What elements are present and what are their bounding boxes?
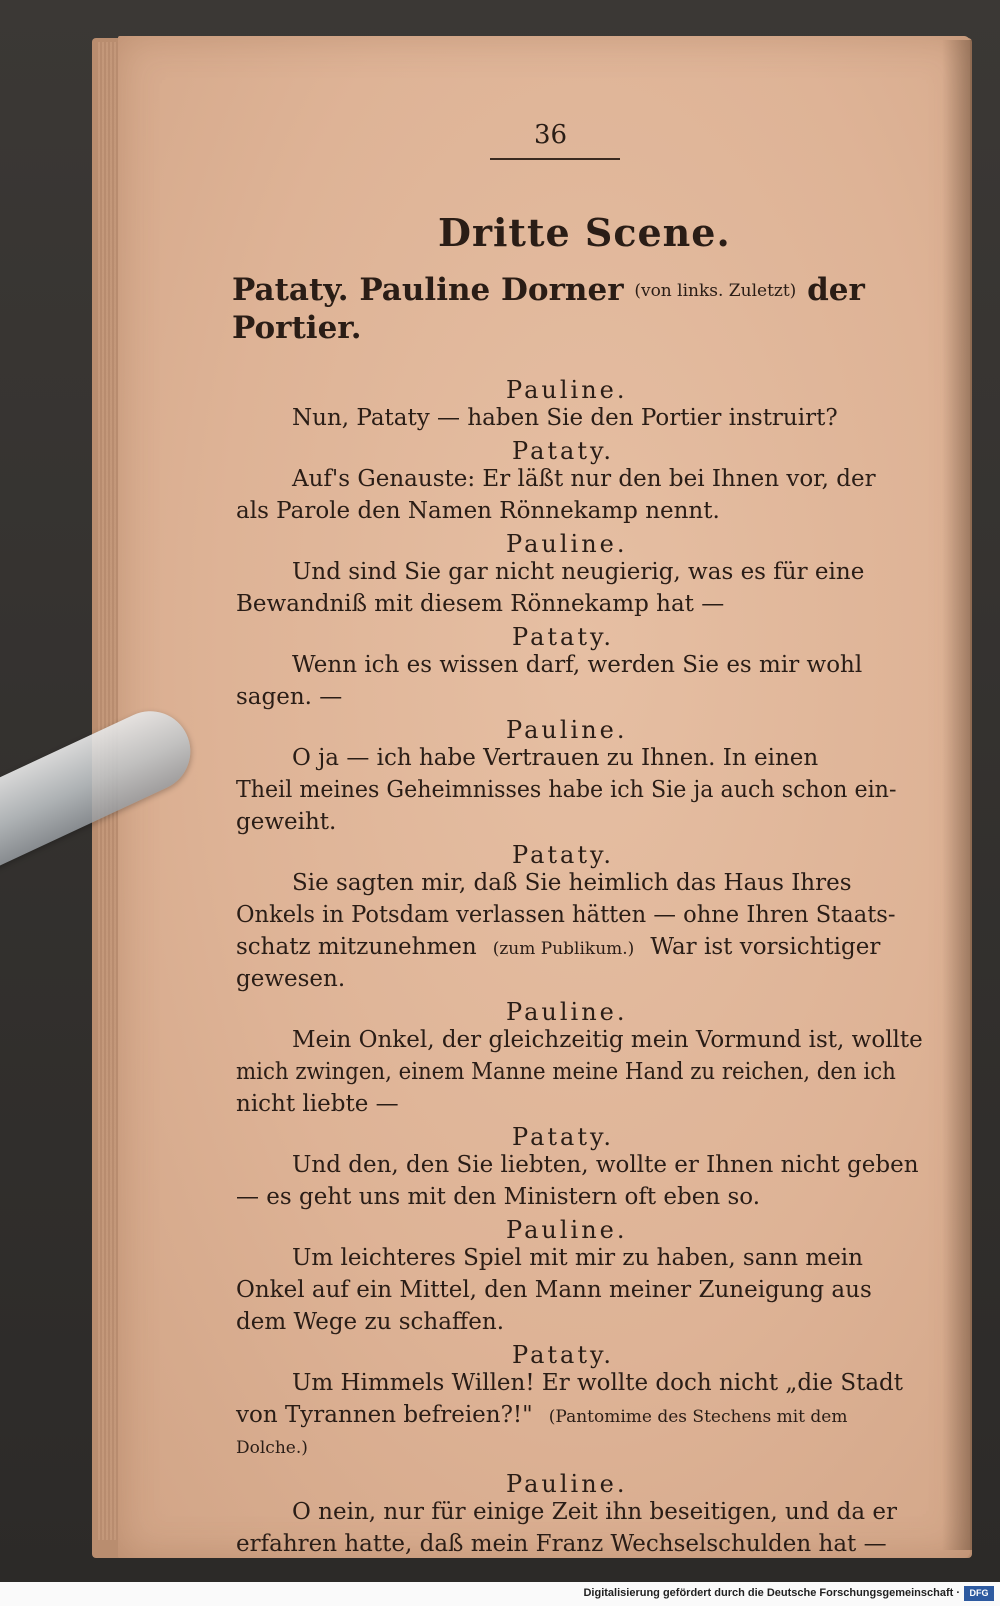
dialogue-text: Auf's Genauste: Er läßt nur den bei Ihnen vor, der xyxy=(292,466,876,492)
dialogue-line xyxy=(236,1277,872,1303)
dialogue-text: Und den, den Sie liebten, wollte er Ihnen nicht geben xyxy=(292,1152,919,1178)
dialogue-line xyxy=(236,591,724,617)
stage-direction: Dolche.) xyxy=(236,1438,308,1458)
stage-direction: (Pantomime des Stechens mit dem xyxy=(548,1407,848,1427)
dialogue-text: als Parole den Namen Rönnekamp nennt. xyxy=(236,498,720,524)
dialogue-text: O nein, nur für einige Zeit ihn beseitigen, und da er xyxy=(292,1499,898,1525)
speaker-name: Pauline. xyxy=(506,1216,628,1244)
dialogue-text: schatz mitzunehmen xyxy=(236,934,477,960)
dialogue-text: Nun, Pataty — haben Sie den Portier instruirt? xyxy=(292,405,838,431)
speaker-name: Pauline. xyxy=(506,1470,628,1498)
dialogue-text: Sie sagten mir, daß Sie heimlich das Haus Ihres xyxy=(292,870,852,896)
dialogue-line xyxy=(236,1309,504,1335)
dialogue-text-continued: War ist vorsichtiger xyxy=(650,934,881,960)
dialogue-text: sagen. — xyxy=(236,684,343,710)
dialogue-text: Um leichteres Spiel mit mir zu haben, sann mein xyxy=(292,1245,863,1271)
dialogue-line xyxy=(236,1184,760,1210)
dialogue-text: geweiht. xyxy=(236,809,337,835)
dialogue-line xyxy=(292,870,852,896)
speaker-name: Pauline. xyxy=(506,998,628,1026)
dialogue-text: Onkel auf ein Mittel, den Mann meiner Zuneigung aus xyxy=(236,1277,872,1303)
speaker-name: Pataty. xyxy=(512,1123,614,1151)
dialogue-line xyxy=(236,1059,896,1085)
dialogue-text: mich zwingen, einem Manne meine Hand zu reichen, den ich xyxy=(236,1059,896,1085)
dialogue-line xyxy=(236,809,336,835)
cast-stage-note: (von links. Zuletzt) xyxy=(634,281,797,301)
cast-list-line-2: Portier. xyxy=(232,310,362,346)
dfg-logo-icon: DFG xyxy=(964,1586,994,1601)
dialogue-line xyxy=(292,405,838,431)
dialogue-line xyxy=(292,745,818,771)
page-number-rule xyxy=(490,158,620,160)
dialogue-text: gewesen. xyxy=(236,966,346,992)
dialogue-line xyxy=(292,1152,919,1178)
page-number: 36 xyxy=(534,120,568,150)
speaker-name: Pataty. xyxy=(512,1341,614,1369)
dialogue-text: Bewandniß mit diesem Rönnekamp hat — xyxy=(236,591,725,617)
dialogue-text: Wenn ich es wissen darf, werden Sie es mir wohl xyxy=(292,652,863,678)
footer-credit: Digitalisierung gefördert durch die Deutsche Forschungsgemeinschaft · xyxy=(583,1587,960,1599)
dialogue-text: dem Wege zu schaffen. xyxy=(236,1309,505,1335)
dialogue-text: nicht liebte — xyxy=(236,1091,399,1117)
dialogue-line xyxy=(292,1499,897,1525)
speaker-name: Pauline. xyxy=(506,376,628,404)
dialogue-text: Um Himmels Willen! Er wollte doch nicht „die Stadt xyxy=(292,1370,903,1396)
dialogue-line xyxy=(236,498,720,524)
dialogue-text: Und sind Sie gar nicht neugierig, was es für eine xyxy=(292,559,865,585)
dialogue-line xyxy=(236,777,896,803)
dialogue-line xyxy=(236,1091,399,1117)
dialogue-line xyxy=(292,1027,923,1053)
scene-title: Dritte Scene. xyxy=(438,210,731,255)
dialogue-text: Theil meines Geheimnisses habe ich Sie ja auch schon ein- xyxy=(236,777,897,803)
dialogue-text: — es geht uns mit den Ministern oft eben so. xyxy=(236,1184,761,1210)
stage-direction: (zum Publikum.) xyxy=(492,939,635,959)
dialogue-line xyxy=(236,1531,887,1557)
dialogue-line xyxy=(236,1402,847,1428)
dialogue-text: O ja — ich habe Vertrauen zu Ihnen. In einen xyxy=(292,745,819,771)
dialogue-line xyxy=(236,684,342,710)
cast-list-line-1 xyxy=(232,272,865,308)
dialogue-line xyxy=(292,559,864,585)
speaker-name: Pauline. xyxy=(506,716,628,744)
dialogue-text: erfahren hatte, daß mein Franz Wechselschulden hat — xyxy=(236,1531,887,1557)
digitization-footer xyxy=(0,1582,1000,1606)
dialogue-line xyxy=(236,966,345,992)
cast-names: Pataty. Pauline Dorner xyxy=(232,272,624,308)
dialogue-text: Mein Onkel, der gleichzeitig mein Vormund ist, wollte xyxy=(292,1027,923,1053)
dialogue-text: von Tyrannen befreien?!" xyxy=(236,1402,533,1428)
speaker-name: Pataty. xyxy=(512,841,614,869)
dialogue-line xyxy=(292,466,876,492)
speaker-name: Pataty. xyxy=(512,623,614,651)
dialogue-text: Onkels in Potsdam verlassen hätten — ohne Ihren Staats- xyxy=(236,902,896,928)
dialogue-line xyxy=(292,1370,903,1396)
speaker-name: Pataty. xyxy=(512,437,614,465)
page-shadow xyxy=(942,40,972,1550)
dialogue-line xyxy=(292,1245,863,1271)
dialogue-line xyxy=(236,902,896,928)
dialogue-line xyxy=(236,934,880,960)
cast-end: der xyxy=(807,272,865,308)
speaker-name: Pauline. xyxy=(506,530,628,558)
dialogue-line xyxy=(292,652,862,678)
